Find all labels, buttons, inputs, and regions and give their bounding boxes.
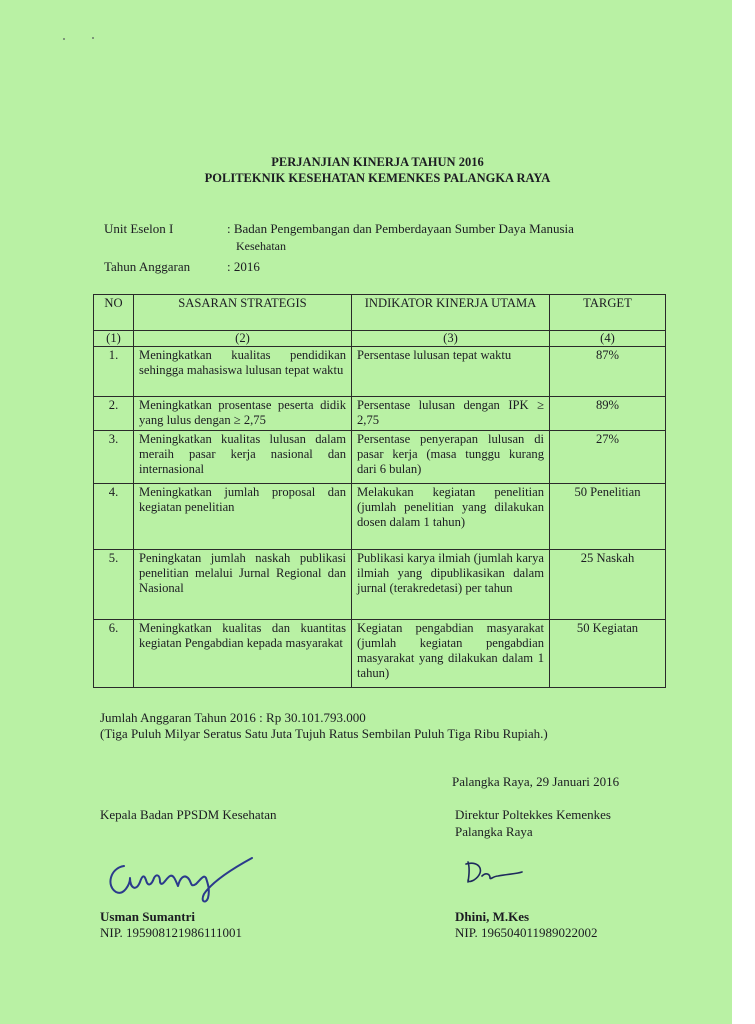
scan-speck	[63, 38, 65, 40]
row-no: 5.	[94, 550, 134, 620]
right-signatory-name: Dhini, M.Kes	[455, 909, 530, 924]
row-indikator: Persentase lulusan dengan IPK ≥ 2,75	[352, 397, 550, 431]
table-row	[94, 397, 666, 431]
col-number: (3)	[352, 331, 550, 347]
row-indikator: Publikasi karya ilmiah (jumlah karya ilmiah yang dipublikasikan dalam jurnal (terakredetasi) per tahun	[352, 550, 550, 620]
col-number: (1)	[94, 331, 134, 347]
right-signatory-position: Direktur Poltekkes Kemenkes	[455, 807, 611, 822]
table-row	[94, 484, 666, 550]
row-target: 87%	[550, 347, 666, 397]
budget-total: Jumlah Anggaran Tahun 2016 : Rp 30.101.793.000	[100, 710, 366, 725]
col-number: (4)	[550, 331, 666, 347]
row-target: 89%	[550, 397, 666, 431]
unit-value-cont: Kesehatan	[236, 239, 286, 253]
row-sasaran: Meningkatkan kualitas lulusan dalam meraih pasar kerja nasional dan internasional	[134, 431, 352, 484]
row-sasaran: Meningkatkan jumlah proposal dan kegiatan penelitian	[134, 484, 352, 550]
row-no: 6.	[94, 620, 134, 688]
document-subtitle: POLITEKNIK KESEHATAN KEMENKES PALANGKA RAYA	[204, 171, 551, 185]
left-signatory-name: Usman Sumantri	[100, 909, 195, 924]
row-indikator: Persentase lulusan tepat waktu	[352, 347, 550, 397]
tahun-label: Tahun Anggaran	[104, 259, 191, 274]
column-number-row	[94, 331, 666, 347]
budget-words: (Tiga Puluh Milyar Seratus Satu Juta Tujuh Ratus Sembilan Puluh Tiga Ribu Rupiah.)	[100, 726, 548, 741]
row-sasaran: Meningkatkan kualitas pendidikan sehingga mahasiswa lulusan tepat waktu	[134, 347, 352, 397]
row-indikator: Kegiatan pengabdian masyarakat (jumlah kegiatan pengabdian masyarakat yang dilakukan dalam 1 tahun)	[352, 620, 550, 688]
row-no: 4.	[94, 484, 134, 550]
table-row	[94, 620, 666, 688]
right-signatory-position-cont: Palangka Raya	[455, 824, 533, 839]
unit-value: : Badan Pengembangan dan Pemberdayaan Sumber Daya Manusia	[227, 221, 574, 236]
left-signature-image	[100, 848, 260, 906]
row-indikator: Persentase penyerapan lulusan di pasar kerja (masa tunggu kurang dari 6 bulan)	[352, 431, 550, 484]
table-row	[94, 550, 666, 620]
scan-speck	[92, 37, 94, 39]
row-no: 1.	[94, 347, 134, 397]
place-date: Palangka Raya, 29 Januari 2016	[452, 774, 620, 789]
header-indikator: INDIKATOR KINERJA UTAMA	[352, 295, 550, 331]
header-sasaran: SASARAN STRATEGIS	[134, 295, 352, 331]
scan-margin	[732, 0, 755, 1024]
unit-label: Unit Eselon I	[104, 221, 174, 236]
row-target: 50 Kegiatan	[550, 620, 666, 688]
row-no: 2.	[94, 397, 134, 431]
performance-table	[93, 294, 666, 688]
row-target: 27%	[550, 431, 666, 484]
row-no: 3.	[94, 431, 134, 484]
row-indikator: Melakukan kegiatan penelitian (jumlah penelitian yang dilakukan dosen dalam 1 tahun)	[352, 484, 550, 550]
left-signatory-nip: NIP. 195908121986111001	[100, 925, 243, 940]
document-title: PERJANJIAN KINERJA TAHUN 2016	[271, 155, 484, 169]
left-signatory-position: Kepala Badan PPSDM Kesehatan	[100, 807, 277, 822]
row-sasaran: Meningkatkan kualitas dan kuantitas kegiatan Pengabdian kepada masyarakat	[134, 620, 352, 688]
table-row	[94, 347, 666, 397]
right-signatory-nip: NIP. 196504011989022002	[455, 925, 598, 940]
row-target: 50 Penelitian	[550, 484, 666, 550]
right-signature-image	[460, 852, 530, 892]
col-number: (2)	[134, 331, 352, 347]
tahun-value: : 2016	[227, 259, 260, 274]
row-sasaran: Meningkatkan prosentase peserta didik yang lulus dengan ≥ 2,75	[134, 397, 352, 431]
row-target: 25 Naskah	[550, 550, 666, 620]
table-row	[94, 431, 666, 484]
header-target: TARGET	[550, 295, 666, 331]
table-header-row	[94, 295, 666, 331]
row-sasaran: Peningkatan jumlah naskah publikasi penelitian melalui Jurnal Regional dan Nasional	[134, 550, 352, 620]
header-no: NO	[94, 295, 134, 331]
